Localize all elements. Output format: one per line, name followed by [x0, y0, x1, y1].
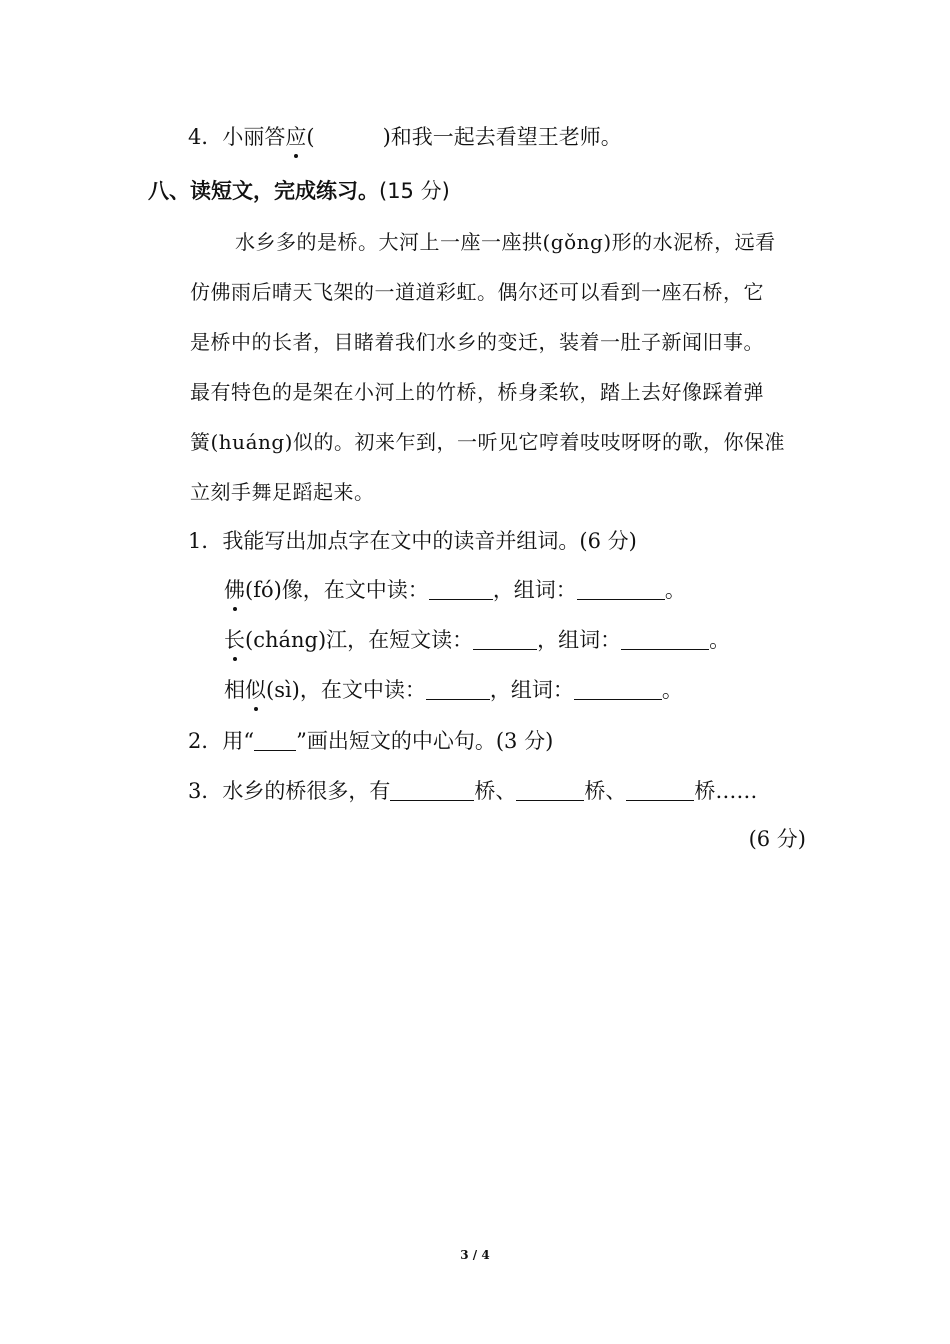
dotted-character: 似 [245, 675, 266, 705]
row-text: (cháng)江，在短文读： [245, 628, 474, 652]
row-end: 。 [664, 578, 686, 602]
question-2 [188, 726, 553, 756]
question-text-pre: 水乡的桥很多，有 [222, 779, 391, 803]
row-end: 。 [661, 678, 683, 702]
dotted-character: 佛 [224, 575, 245, 605]
row-pre: 相 [224, 678, 245, 702]
dotted-character: 长 [224, 625, 245, 655]
question-1 [188, 526, 637, 556]
passage-line-2: 仿佛雨后晴天飞架的一道道彩虹。偶尔还可以看到一座石桥，它 [190, 280, 764, 304]
word-blank[interactable] [574, 677, 662, 700]
q1-row-1 [224, 575, 686, 605]
paren-close: ) [382, 125, 391, 149]
bridge-text: 桥、 [474, 779, 517, 803]
q1-row-2 [224, 625, 730, 655]
row-text: (fó)像，在文中读： [245, 578, 429, 602]
bridge-blank-1[interactable] [390, 778, 474, 801]
question-text-pre: 小丽答 [222, 125, 286, 149]
bridge-blank-3[interactable] [626, 778, 694, 801]
row-sep: ，组词： [537, 628, 622, 652]
question-text-pre: 用“ [222, 729, 255, 753]
reading-blank[interactable] [429, 577, 493, 600]
question-number: 1． [188, 529, 223, 553]
page-number: 3 / 4 [460, 1248, 490, 1262]
section-score: (15 分) [379, 179, 450, 203]
q1-row-3 [224, 675, 683, 705]
passage-line-3: 是桥中的长者，目睹着我们水乡的变迁，装着一肚子新闻旧事。 [190, 330, 764, 354]
bridge-text-last: 桥…… [694, 779, 758, 803]
section-title: 八、读短文，完成练习。 [148, 179, 379, 203]
bridge-blank-2[interactable] [516, 778, 584, 801]
question-number: 2． [188, 729, 223, 753]
passage-line-1: 水乡多的是桥。大河上一座一座拱(gǒng)形的水泥桥，远看 [235, 230, 776, 254]
underline-sample [254, 728, 296, 751]
word-blank[interactable] [621, 627, 709, 650]
row-end: 。 [709, 628, 731, 652]
question-3-score: (6 分) [748, 827, 806, 851]
word-blank[interactable] [577, 577, 665, 600]
question-text-post: ”画出短文的中心句。(3 分) [296, 729, 554, 753]
question-4 [188, 122, 622, 152]
bridge-text: 桥、 [584, 779, 627, 803]
passage-line-4: 最有特色的是架在小河上的竹桥，桥身柔软，踏上去好像踩着弹 [190, 380, 764, 404]
question-number: 3． [188, 779, 223, 803]
section-heading [148, 176, 450, 206]
question-text-post: 和我一起去看望王老师。 [390, 125, 622, 149]
reading-blank[interactable] [426, 677, 490, 700]
passage-line-5: 簧(huáng)似的。初来乍到，一听见它哼着吱吱呀呀的歌，你保准 [190, 430, 785, 454]
reading-blank[interactable] [473, 627, 537, 650]
question-number: 4． [188, 125, 223, 149]
row-sep: ，组词： [492, 578, 577, 602]
row-text: (sì)，在文中读： [266, 678, 426, 702]
paren-open: ( [306, 125, 315, 149]
question-3 [188, 776, 757, 806]
passage-line-6: 立刻手舞足蹈起来。 [190, 480, 375, 504]
question-text: 我能写出加点字在文中的读音并组词。(6 分) [222, 529, 637, 553]
row-sep: ，组词： [489, 678, 574, 702]
dotted-character: 应 [285, 122, 306, 152]
